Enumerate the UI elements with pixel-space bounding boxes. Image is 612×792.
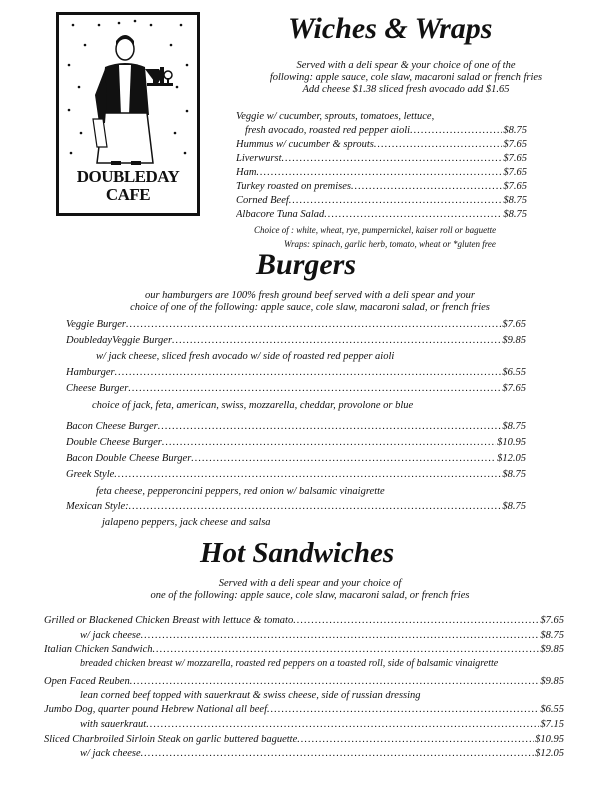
item-name: Open Faced Reuben [44, 676, 130, 687]
menu-item [66, 420, 526, 434]
item-name: fresh avocado, roasted red pepper aioli [245, 125, 411, 136]
menu-item [66, 382, 526, 396]
item-name: Ham [236, 167, 257, 178]
item-name: Mexican Style: [66, 501, 129, 512]
menu-item [44, 643, 564, 657]
item-name: Greek Style [66, 469, 115, 480]
item-price: $6.55 [502, 367, 526, 378]
menu-item [66, 436, 526, 450]
logo-text-line2: CAFE [105, 185, 151, 204]
item-description: feta cheese, pepperoncini peppers, red onion w/ balsamic vinaigrette [96, 486, 385, 497]
wraps-title: Wiches & Wraps [288, 12, 493, 45]
item-name: w/ jack cheese [80, 748, 141, 759]
item-description: choice of jack, feta, american, swiss, mozzarella, cheddar, provolone or blue [92, 400, 414, 411]
menu-item [44, 675, 564, 689]
item-name: Double Cheese Burger [66, 437, 162, 448]
menu-item [66, 334, 526, 348]
item-price: $8.75 [540, 630, 564, 641]
item-name: Jumbo Dog, quarter pound Hebrew National all beef [44, 704, 268, 715]
item-price: $8.75 [503, 195, 527, 206]
item-name: w/ jack cheese [80, 630, 141, 641]
item-name: Liverwurst [236, 153, 282, 164]
item-name: Albacore Tuna Salad [236, 209, 325, 220]
item-name: Corned Beef [236, 195, 289, 206]
item-price: $6.55 [540, 704, 564, 715]
item-description: jalapeno peppers, jack cheese and salsa [102, 517, 271, 528]
cafe-logo [56, 12, 200, 216]
item-price: $7.65 [540, 615, 564, 626]
item-description: w/ jack cheese, sliced fresh avocado w/ side of roasted red pepper aioli [96, 351, 395, 362]
item-price: $7.65 [503, 181, 527, 192]
item-name: Sliced Charbroiled Sirloin Steak on garlic buttered baguette [44, 734, 298, 745]
menu-item [44, 703, 564, 717]
wraps-note-line: following: apple sauce, cole slaw, macaroni salad or french fries [269, 72, 543, 83]
burgers-note-line: choice of one of the following: apple sauce, cole slaw, macaroni salad, or french fries [130, 302, 490, 313]
item-price: $7.65 [503, 153, 527, 164]
item-price: $8.75 [503, 209, 527, 220]
burgers-note [100, 290, 520, 314]
bread-choice: Choice of : white, wheat, rye, pumpernickel, kaiser roll or baguette [254, 225, 497, 235]
item-price: $10.95 [497, 437, 526, 448]
hot-note-line: Served with a deli spear and your choice of [218, 578, 402, 589]
menu-item [66, 500, 526, 514]
item-name: Turkey roasted on premises [236, 181, 352, 192]
menu-item [236, 194, 527, 208]
menu-item [80, 747, 564, 761]
item-price: $7.65 [503, 167, 527, 178]
item-price: $9.85 [540, 644, 564, 655]
menu-item [80, 718, 564, 732]
item-name: Grilled or Blackened Chicken Breast with lettuce & tomato [44, 615, 294, 626]
menu-item [66, 452, 526, 466]
menu-item [66, 366, 526, 380]
menu-item [236, 138, 527, 152]
item-price: $9.85 [540, 676, 564, 687]
menu-item [66, 468, 526, 482]
item-price: $7.65 [502, 383, 526, 394]
item-description: breaded chicken breast w/ mozzarella, roasted red peppers on a toasted roll, side of balsamic vinaigrette [80, 658, 499, 669]
item-price: $7.65 [502, 319, 526, 330]
item-price: $8.75 [502, 501, 526, 512]
item-price: $8.75 [503, 125, 527, 136]
item-price: $8.75 [502, 469, 526, 480]
item-price: $7.15 [540, 719, 564, 730]
item-name: Bacon Double Cheese Burger [66, 453, 192, 464]
wraps-note-line: Add cheese $1.38 sliced fresh avocado add $1.65 [302, 84, 510, 95]
item-name: Hummus w/ cucumber & sprouts [236, 139, 374, 150]
wraps-note [256, 60, 556, 96]
item-name: DoubledayVeggie Burger [66, 335, 173, 346]
burgers-title: Burgers [256, 248, 357, 281]
item-price: $12.05 [535, 748, 564, 759]
hot-sandwiches-title: Hot Sandwiches [200, 537, 395, 569]
hot-note [140, 578, 480, 602]
menu-item [236, 208, 527, 222]
menu-item [236, 180, 527, 194]
item-price: $12.05 [497, 453, 526, 464]
menu-item [236, 152, 527, 166]
logo-text-line1: DOUBLEDAY [76, 167, 180, 186]
item-price: $7.65 [503, 139, 527, 150]
menu-item [44, 733, 564, 747]
item-name: Veggie Burger [66, 319, 126, 330]
item-name: Italian Chicken Sandwich [44, 644, 153, 655]
menu-item [80, 629, 564, 643]
veggie-wrap-line1: Veggie w/ cucumber, sprouts, tomatoes, lettuce, [236, 111, 435, 122]
menu-item [66, 318, 526, 332]
menu-item [236, 166, 527, 180]
burgers-note-line: our hamburgers are 100% fresh ground beef served with a deli spear and your [144, 290, 476, 301]
item-price: $8.75 [502, 421, 526, 432]
wraps-note-line: Served with a deli spear & your choice of one of the [296, 60, 516, 71]
item-name: Hamburger [66, 367, 115, 378]
item-name: with sauerkraut [80, 719, 147, 730]
item-price: $9.85 [502, 335, 526, 346]
menu-item [44, 614, 564, 628]
item-name: Cheese Burger [66, 383, 129, 394]
menu-item [245, 124, 527, 138]
item-price: $10.95 [535, 734, 564, 745]
hot-note-line: one of the following: apple sauce, cole slaw, macaroni salad, or french fries [150, 590, 470, 601]
item-name: Bacon Cheese Burger [66, 421, 158, 432]
item-description: lean corned beef topped with sauerkraut & swiss cheese, side of russian dressing [80, 690, 421, 701]
wraps-choice: Wraps: spinach, garlic herb, tomato, wheat or *gluten free [284, 239, 496, 249]
